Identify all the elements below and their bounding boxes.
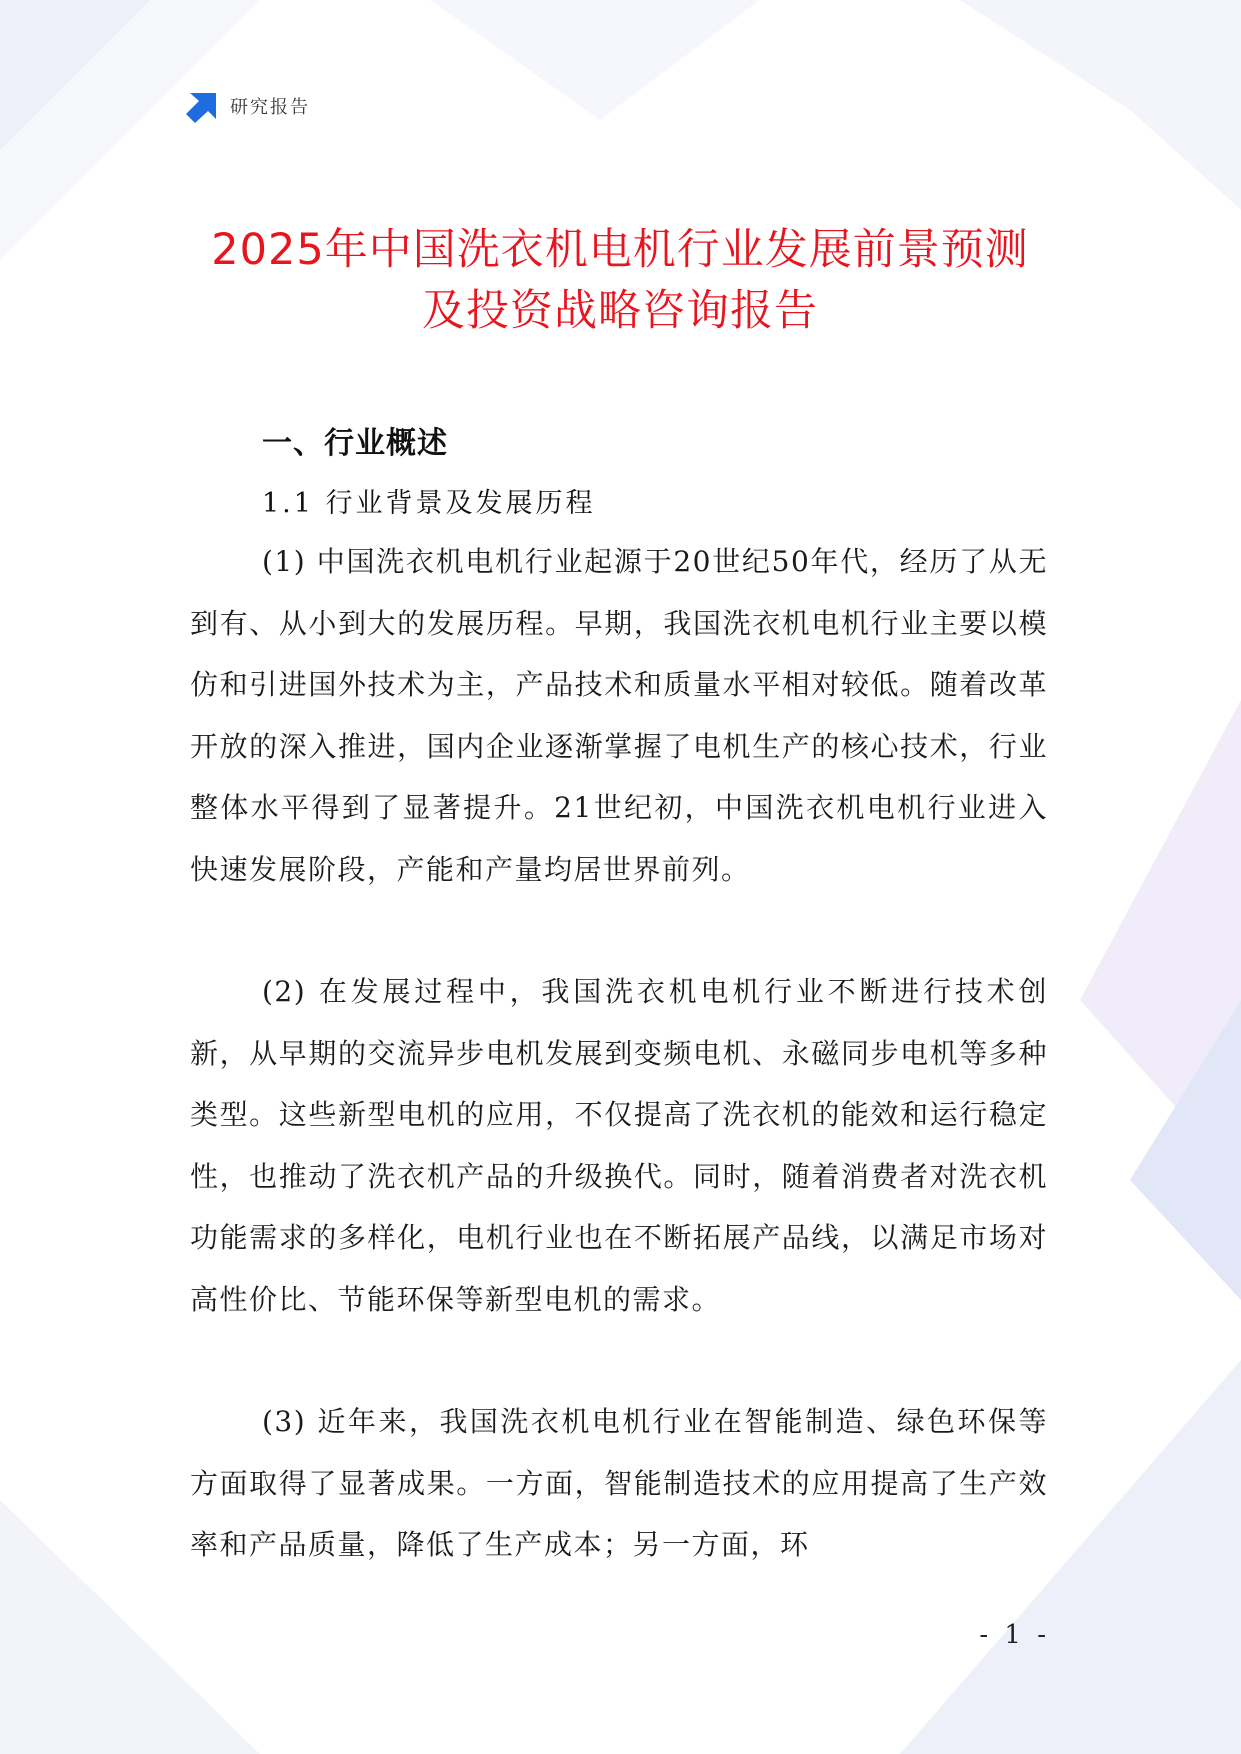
paragraph-3: (3) 近年来，我国洗衣机电机行业在智能制造、绿色环保等方面取得了显著成果。一方面，智能制造技术的应用提高了生产效率和产品质量，降低了生产成本；另一方面，环 (190, 1405, 1048, 1561)
subsection-heading: 1.1 行业背景及发展历程 (262, 488, 596, 519)
title-line-1: 2025年中国洗衣机电机行业发展前景预测 (211, 225, 1029, 275)
header-label: 研究报告 (230, 97, 310, 118)
paragraph-2: (2) 在发展过程中，我国洗衣机电机行业不断进行技术创新，从早期的交流异步电机发展到变频电机、永磁同步电机等多种类型。这些新型电机的应用，不仅提高了洗衣机的能效和运行稳定性，也推动了洗衣机产品的升级换代。同时，随着消费者对洗衣机功能需求的多样化，电机行业也在不断拓展产品线，以满足市场对高性价比、节能环保等新型电机的需求。 (190, 975, 1048, 1316)
arrow-logo-icon (186, 89, 220, 123)
report-title (150, 220, 1090, 342)
page-header (186, 88, 310, 124)
section-heading: 一、行业概述 (262, 426, 448, 461)
page-number: - 1 - (979, 1620, 1050, 1650)
title-line-2: 及投资战略咨询报告 (422, 286, 818, 336)
paragraph-1: (1) 中国洗衣机电机行业起源于20世纪50年代，经历了从无到有、从小到大的发展历程。早期，我国洗衣机电机行业主要以模仿和引进国外技术为主，产品技术和质量水平相对较低。随着改革开放的深入推进，国内企业逐渐掌握了电机生产的核心技术，行业整体水平得到了显著提升。21世纪初，中国洗衣机电机行业进入快速发展阶段，产能和产量均居世界前列。 (190, 545, 1048, 886)
